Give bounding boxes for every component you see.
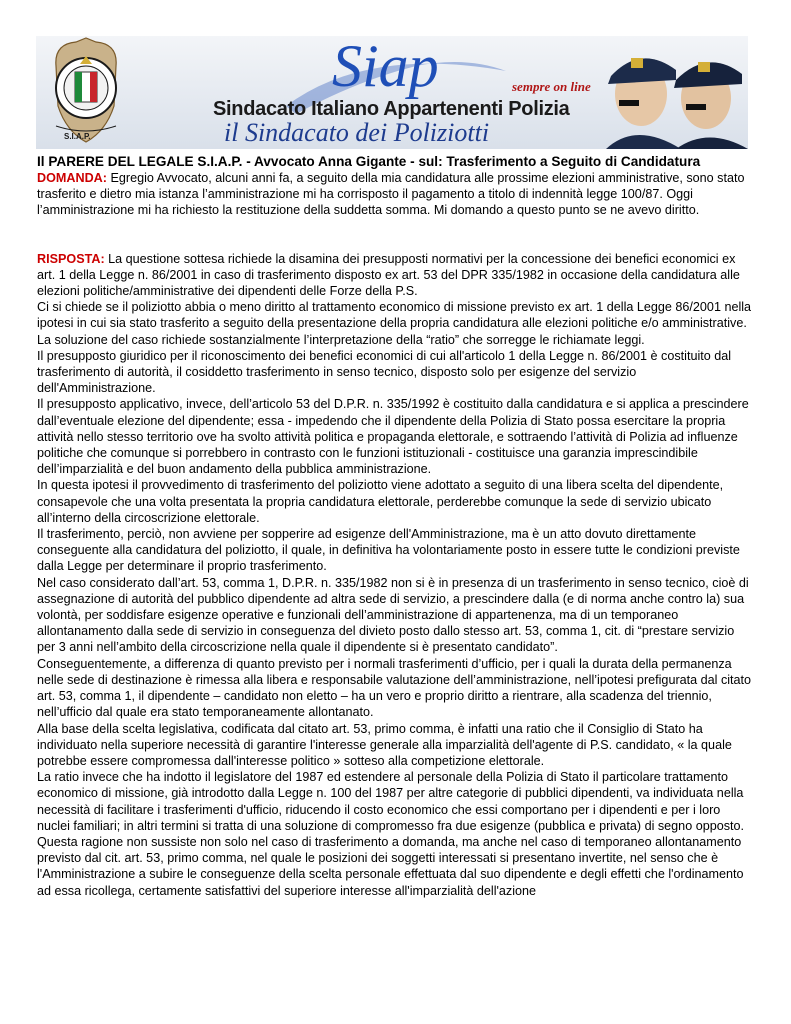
answer-intro-text: La questione sottesa richiede la disamina dei presupposti normativi per la concessione dei benefici economici ex art. 1 della Legge n. 86/2001 in caso di trasferimento disposto ex art. 53 del DPR 335/1982 in occasione della candidatura alle elezioni politiche/amministrative dei dipendenti delle Forze della P.S. [37,251,740,299]
answer-paragraph: Questa ragione non sussiste non solo nel caso di trasferimento a domanda, ma anche nel caso di temporaneo allontanamento previsto dal cit. art. 53, primo comma, nel quale le posizioni dei soggetti interessati si presentano invertite, nel senso che è l'Amministrazione a subire le conseguenze della scelta personale effettuata dal suo dipendente e degli effetti che l'ordinamento ad essa ricollega, certamente satisfattivi del superiore interesse all'imparzialità dell'azione [37,834,744,898]
question-text: Egregio Avvocato, alcuni anni fa, a seguito della mia candidatura alle prossime elezioni amministrative, sono stato trasferito e dietro mia istanza l’amministrazione mi ha corrisposto il pagamento a titolo di indennità legge 100/87. Oggi l’amministrazione mi ha richiesto la restituzione della suddetta somma. Mi domando a questo punto se ne avevo diritto. [37,171,745,218]
answer-paragraph: Conseguentemente, a differenza di quanto previsto per i normali trasferimenti d’ufficio, per i quali la durata della permanenza nelle sede di destinazione è rimessa alla libera e responsabile valutazione dell’amministrazione, nell’ipotesi prefigurata dal citato art. 53, comma 1, il dipendente – candidato non eletto – ha un vero e proprio diritto a rientrare, alla scadenza del triennio, nell’ufficio dal quale era stato temporaneamente allontanato. [37,656,752,720]
answer-paragraph: Alla base della scelta legislativa, codificata dal citato art. 53, primo comma, è infatti una ratio che il Consiglio di Stato ha individuato nella superiore necessità di garantire l'interesse generale alla imparzialità dell'agente di P.S. candidato, « la quale potrebbe essere compromessa dall'interesse politico » sotteso alla competizione elettorale. [37,721,732,768]
answer-paragraph: La soluzione del caso richiede sostanzialmente l’interpretazione della “ratio” che sorregge le richiamate leggi. [37,332,645,347]
answer-paragraph: Ci si chiede se il poliziotto abbia o meno diritto al trattamento economico di missione previsto ex art. 1 della Legge 86/2001 nella ipotesi in cui sia stato trasferito a seguito della presentazione della propria candidatura alle elezioni politiche e/o amministrative. [37,300,752,331]
answer-paragraph: Il presupposto giuridico per il riconoscimento dei benefici economici di cui all'articolo 1 della Legge n. 86/2001 è costituito dal trasferimento di autorità, il cosiddetto trasferimento in senso tecnico, disposto solo per esigenze del servizio dell'Amministrazione. [37,348,732,396]
police-officers-image [606,58,748,149]
header-banner [36,36,748,149]
document-body [37,153,755,899]
answer-paragraph: Nel caso considerato dall’art. 53, comma 1, D.P.R. n. 335/1982 non si è in presenza di un trasferimento in senso tecnico, cioè di assegnazione di autorità del pubblico dipendente ad altra sede di servizio, a prescindere dalla (e di norma anche contro la) sua volontà, per soddisfare esigenze operative e funzionali dell’amministrazione di appartenenza, ma di un temporaneo allontanamento dalla sede di servizio in conseguenza del divieto posto dallo stesso art. 53, comma 1, cit. di “prestare servizio per 3 anni nell’ambito della circoscrizione nella quale il dipendente si è presentato candidato”. [37,575,749,655]
question-paragraph [37,170,755,219]
answer-paragraph: Il trasferimento, perciò, non avviene per sopperire ad esigenze dell'Amministrazione, ma è un atto dovuto direttamente conseguente alla candidatura del poliziotto, il quale, in definitiva ha volontariamente posto in essere tutte le condizioni previste dalla Legge per determinare il proprio trasferimento. [37,527,740,574]
question-label: DOMANDA: [37,171,107,185]
document-title: Il PARERE DEL LEGALE S.I.A.P. - Avvocato Anna Gigante - sul: Trasferimento a Seguito di Candidatura [37,154,701,169]
siap-logo-word: Siap [332,36,439,99]
answer-paragraph: In questa ipotesi il provvedimento di trasferimento del poliziotto viene adottato a seguito di una libera scelta del dipendente, consapevole che una volta presentata la propria candidatura elettorale, perderebbe comunque la sede di servizio ubicato all’interno della circoscrizione elettorale. [37,478,724,525]
answer-intro-paragraph [37,251,755,300]
siap-crest-icon [56,38,116,142]
slogan: il Sindacato dei Poliziotti [224,118,490,147]
brand-name: Sindacato Italiano Appartenenti Polizia [213,98,570,120]
crest-label: S.I.A.P. [64,132,91,141]
answer-label: RISPOSTA: [37,251,105,266]
answer-paragraph: Il presupposto applicativo, invece, dell’articolo 53 del D.P.R. n. 335/1992 è costituito dalla candidatura e si applica a prescindere dall’eventuale elezione del dipendente; essa - impedendo che il dipendente della Polizia di Stato possa esercitare la propria attività nello stesso territorio ove ha svolto attività politica e propaganda elettorale, e sottraendo l’attività di Polizia ad influenze politiche che comunque si porrebbero in contrasto con le funzioni istituzionali - costituisce una garanzia imprescindibile dell’imparzialità e del buon andamento della pubblica amministrazione. [37,397,749,477]
answer-paragraph: La ratio invece che ha indotto il legislatore del 1987 ed estendere al personale della Polizia di Stato il particolare trattamento economico di missione, già introdotto dalla Legge n. 100 del 1987 per altre categorie di pubblici dipendenti, va individuata nella necessità di facilitare i trasferimenti d'ufficio, riducendo il costo economico che essi comportano per i dipendenti e per i loro nuclei familiari; in altri termini si tratta di una soluzione di compromesso fra due esigenze (pubblica e privata) di segno opposto. [37,770,745,833]
spacer [37,219,755,251]
tagline: sempre on line [512,79,591,94]
